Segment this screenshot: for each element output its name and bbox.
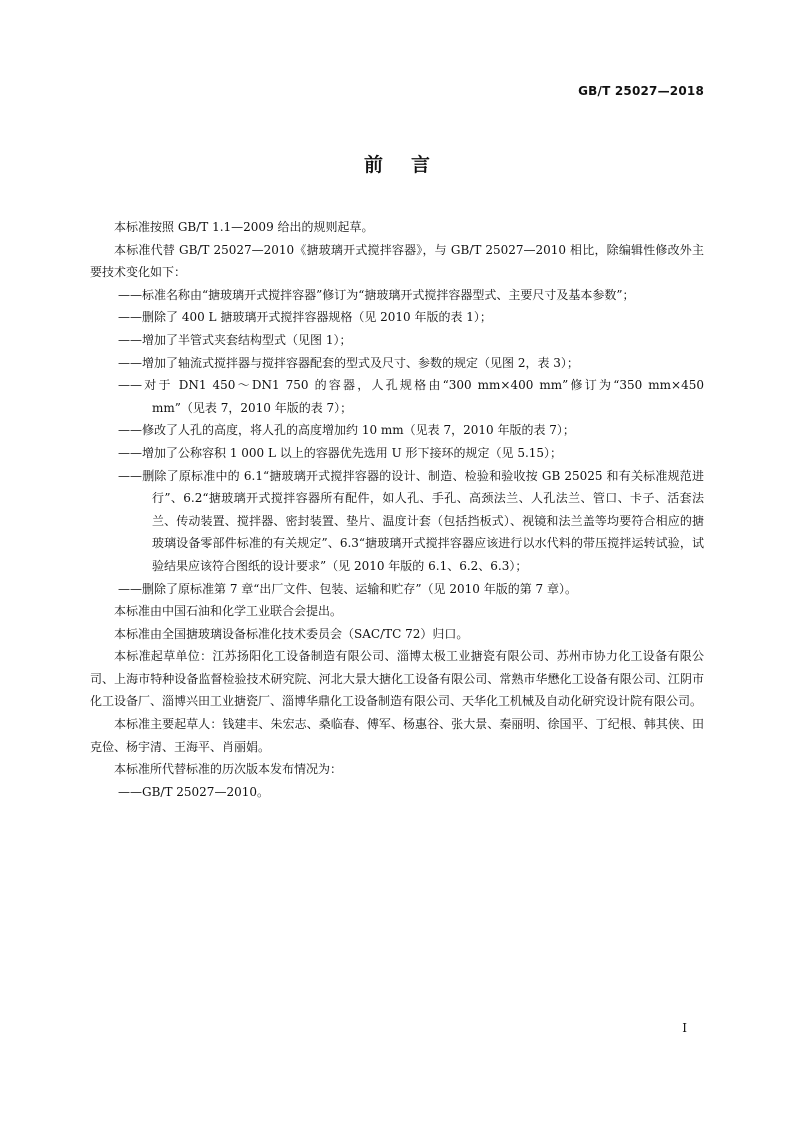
change-item: ——增加了公称容积 1 000 L 以上的容器优先选用 U 形下接环的规定（见 5.15）； [118,445,563,460]
paragraph-committee: 本标准由全国搪玻璃设备标准化技术委员会（SAC/TC 72）归口。 [114,626,469,641]
change-item: ——删除了原标准第 7 章“出厂文件、包装、运输和贮存”（见 2010 年版的第 7 章）。 [118,581,577,596]
history-item: ——GB/T 25027—2010。 [118,784,269,799]
change-item: ——对于 DN1 450～DN1 750 的容器，人孔规格由“300 mm×400 mm”修订为“350 mm×450 mm”（见表 7，2010 年版的表 7）； [118,378,704,415]
paragraph-drafting-units: 本标准起草单位：江苏扬阳化工设备制造有限公司、淄博太极工业搪瓷有限公司、苏州市协力化工设备有限公司、上海市特种设备监督检验技术研究院、河北大景大搪化工设备有限公司、常熟市华懋化工设备有限公司、江阴市化工设备厂、淄博兴田工业搪瓷厂、淄博华鼎化工设备制造有限公司、天华化工机械及自动化研究设计院有限公司。 [90,649,704,709]
paragraph-drafters: 本标准主要起草人：钱建丰、朱宏志、桑临春、傅军、杨惠谷、张大景、秦丽明、徐国平、丁纪根、韩其侠、田克俭、杨宇清、王海平、肖丽娟。 [90,717,704,754]
paragraph-history: 本标准所代替标准的历次版本发布情况为： [114,762,343,777]
standard-code-header: GB/T 25027—2018 [578,84,704,98]
page-title: 前言 [363,154,458,176]
change-item: ——标准名称由“搪玻璃开式搅拌容器”修订为“搪玻璃开式搅拌容器型式、主要尺寸及基本参数”； [118,287,635,302]
paragraph-proposer: 本标准由中国石油和化学工业联合会提出。 [114,604,343,619]
change-item: ——删除了原标准中的 6.1“搪玻璃开式搅拌容器的设计、制造、检验和验收按 GB 25025 和有关标准规范进行”、6.2“搪玻璃开式搅拌容器所有配件，如人孔、手孔、高颈法兰、人孔法兰、管口、卡子、活套法兰、传动装置、搅拌器、密封装置、垫片、温度计套（包括挡板式）、视镜和法兰盖等均要符合相应的搪玻璃设备零部件标准的有关规定”、6.3“搪玻璃开式搅拌容器应该进行以水代料的带压搅拌运转试验，试验结果应该符合图纸的设计要求”（见 2010 年版的 6.1、6.2、6.3）； [118,468,704,573]
page-number: I [682,1021,687,1035]
change-item: ——增加了半管式夹套结构型式（见图 1）； [118,332,352,347]
paragraph-replacement: 本标准代替 GB/T 25027—2010《搪玻璃开式搅拌容器》，与 GB/T 25027—2010 相比，除编辑性修改外主要技术变化如下： [90,242,704,280]
change-item: ——删除了 400 L 搪玻璃开式搅拌容器规格（见 2010 年版的表 1）； [118,310,492,325]
change-item: ——增加了轴流式搅拌器与搅拌容器配套的型式及尺寸、参数的规定（见图 2，表 3）； [118,355,579,370]
change-item: ——修改了人孔的高度，将人孔的高度增加约 10 mm（见表 7，2010 年版的表 7）； [118,423,575,438]
foreword-body [90,216,704,803]
paragraph-drafting-rule: 本标准按照 GB/T 1.1—2009 给出的规则起草。 [114,220,374,234]
